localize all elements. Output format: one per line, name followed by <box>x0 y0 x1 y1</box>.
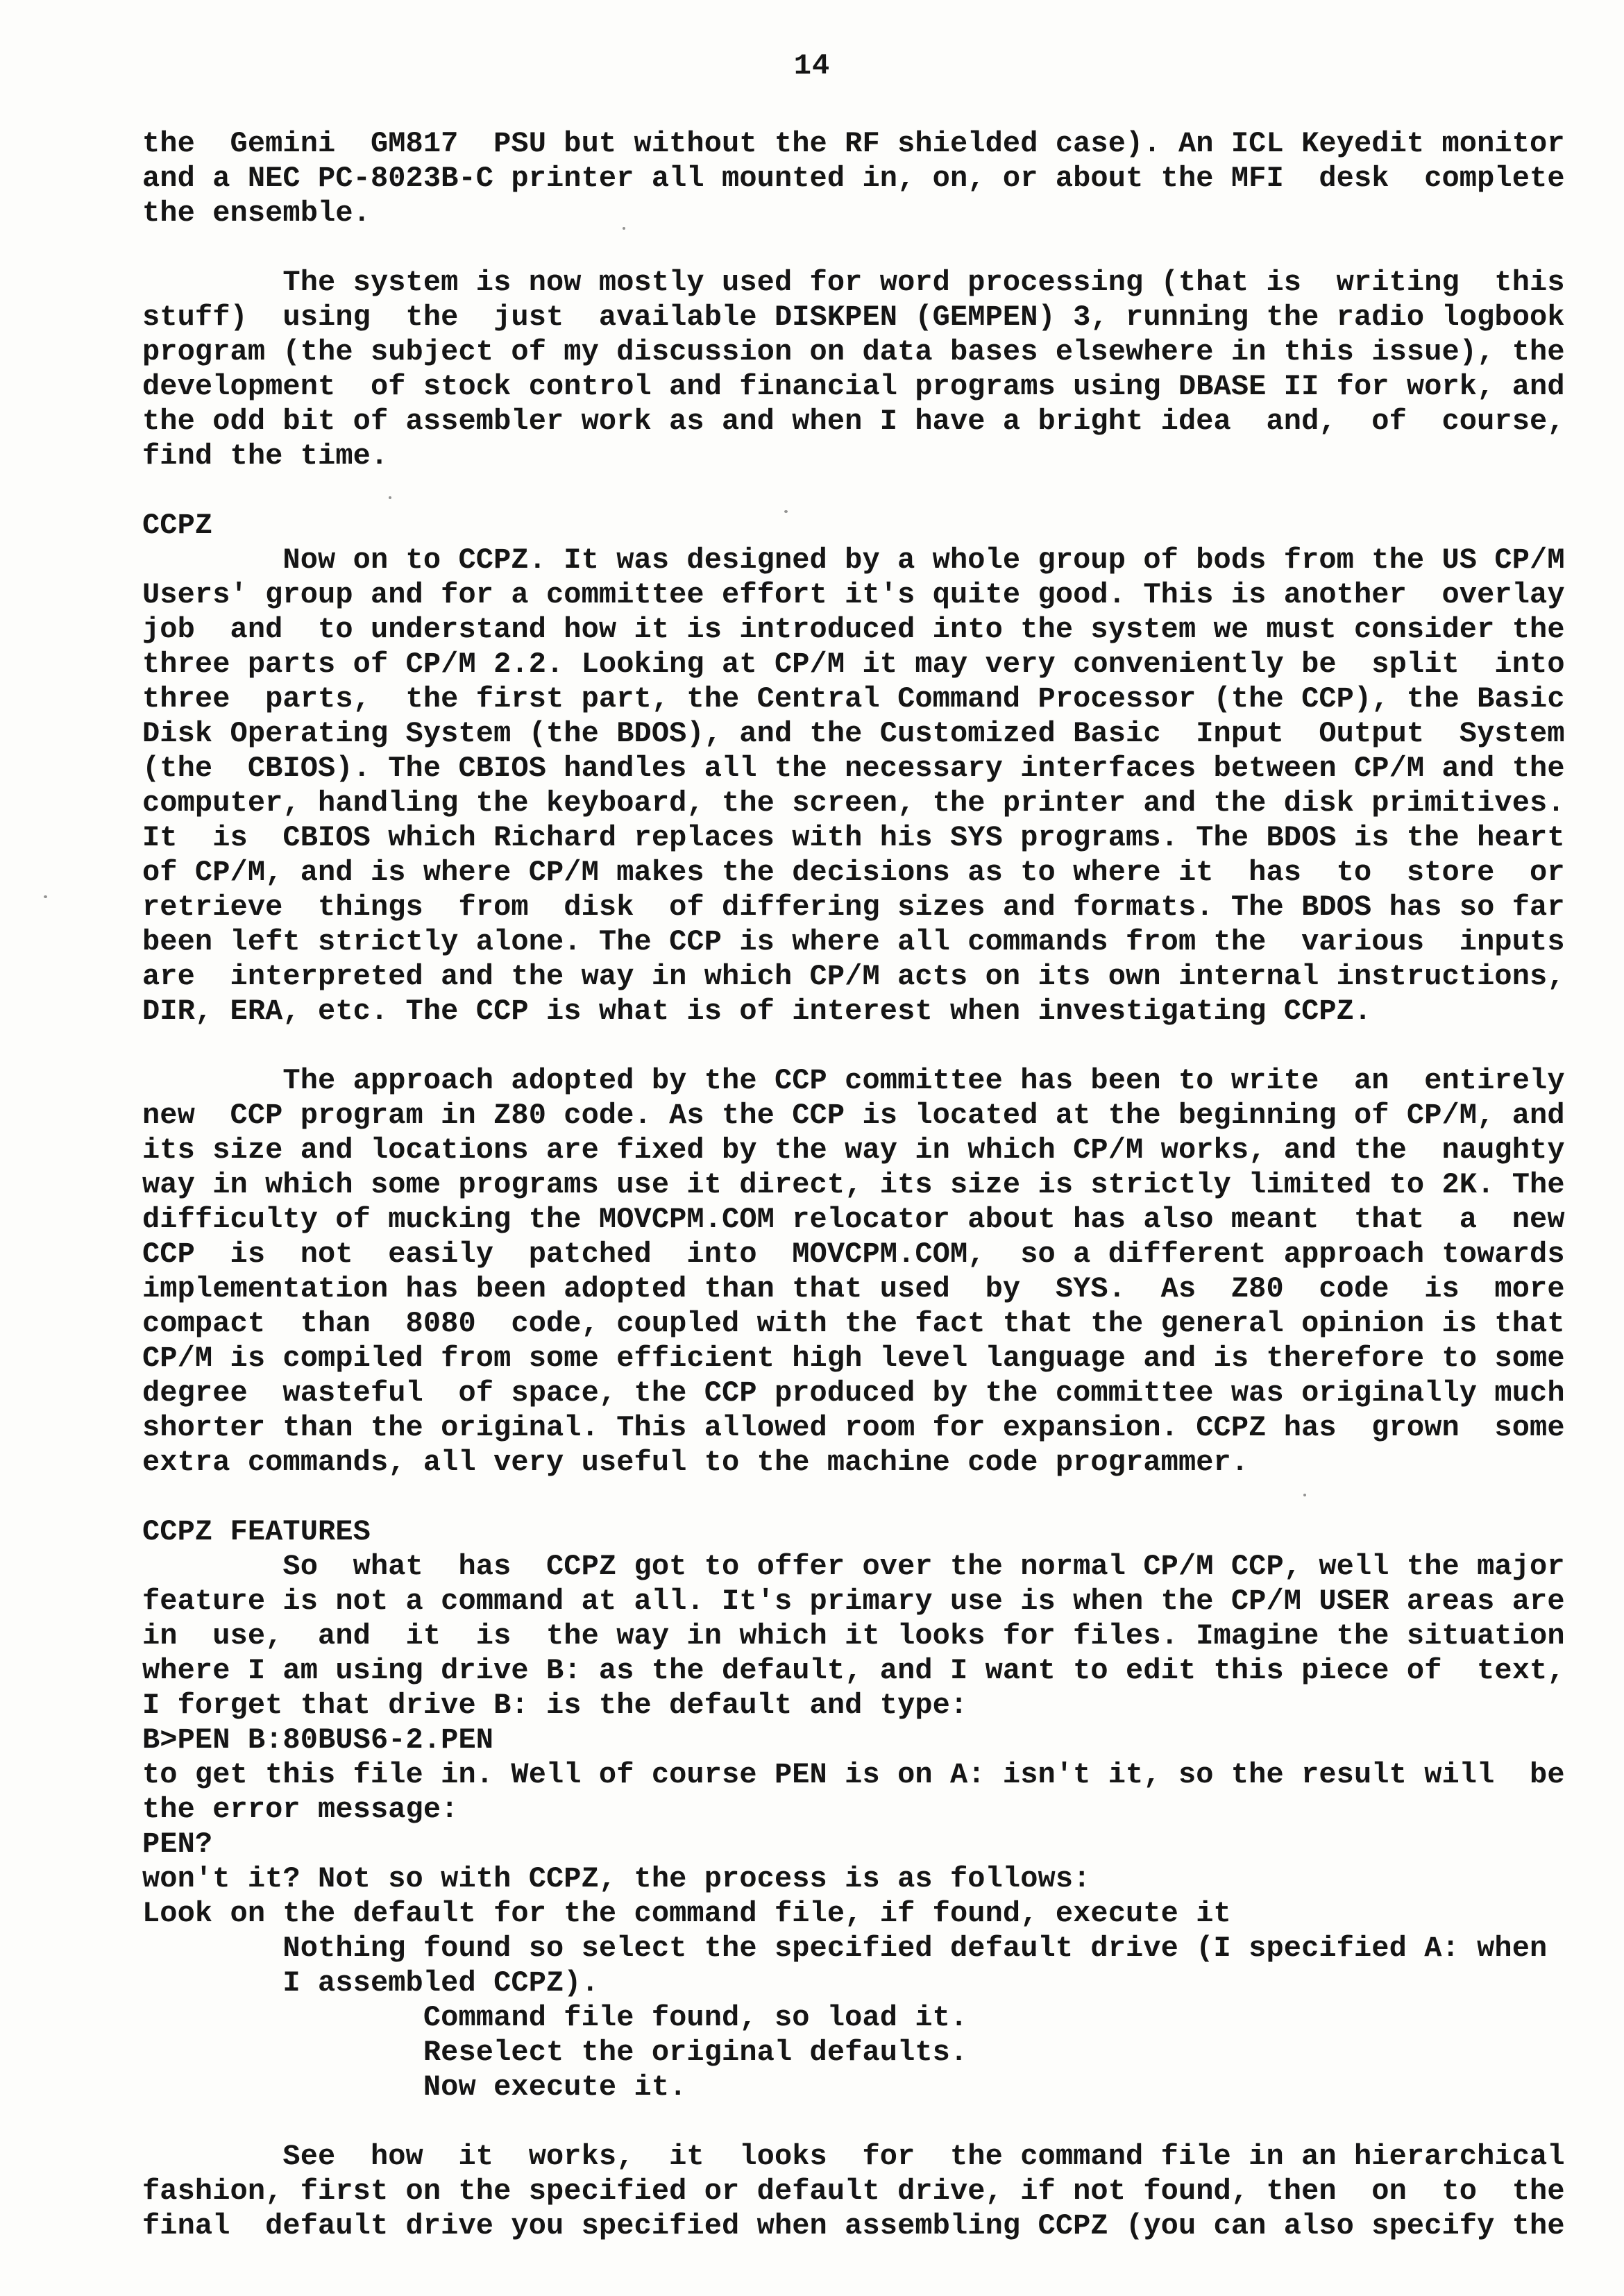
para-6-line: See how it works, it looks for the command file in an hierarchical <box>142 2140 1565 2173</box>
para-5-line: feature is not a command at all. It's primary use is when the CP/M USER areas are <box>142 1585 1565 1618</box>
para-6 <box>142 2139 1624 2243</box>
heading-ccpz <box>142 508 1624 543</box>
para-5-line: Reselect the original defaults. <box>142 2036 968 2069</box>
para-1-line: and a NEC PC-8023B-C printer all mounted in, on, or about the MFI desk complete <box>142 162 1565 195</box>
para-3-line: Users' group and for a committee effort it's quite good. This is another overlay <box>142 578 1565 611</box>
para-2-line: program (the subject of my discussion on data bases elsewhere in this issue), the <box>142 335 1565 369</box>
para-4-line: its size and locations are fixed by the way in which CP/M works, and the naughty <box>142 1133 1565 1167</box>
para-3 <box>142 543 1624 1029</box>
para-4-line: implementation has been adopted than that used by SYS. As Z80 code is more <box>142 1272 1565 1306</box>
para-3-line: (the CBIOS). The CBIOS handles all the necessary interfaces between CP/M and the <box>142 752 1565 785</box>
para-5-line: to get this file in. Well of course PEN is on A: isn't it, so the result will be <box>142 1758 1565 1791</box>
page-number: 14 <box>793 49 831 83</box>
para-3-line: job and to understand how it is introduced into the system we must consider the <box>142 613 1565 646</box>
para-6-line: fashion, first on the specified or default drive, if not found, then on to the <box>142 2175 1565 2208</box>
para-3-line: three parts, the first part, the Central Command Processor (the CCP), the Basic <box>142 682 1565 716</box>
para-3-line: Disk Operating System (the BDOS), and the Customized Basic Input Output System <box>142 717 1565 750</box>
heading-ccpz-line: CCPZ <box>142 509 213 542</box>
para-4 <box>142 1063 1624 1480</box>
para-5 <box>142 1549 1624 2104</box>
para-5-line: where I am using drive B: as the default, and I want to edit this piece of text, <box>142 1654 1565 1687</box>
heading-ccpz-features <box>142 1514 1624 1549</box>
para-5-line: Nothing found so select the specified default drive (I specified A: when <box>142 1932 1548 1965</box>
para-2-line: find the time. <box>142 439 389 473</box>
para-2-line: stuff) using the just available DISKPEN (GEMPEN) 3, running the radio logbook <box>142 301 1565 334</box>
para-4-line: way in which some programs use it direct, its size is strictly limited to 2K. The <box>142 1168 1565 1201</box>
para-6-line: final default drive you specified when assembling CCPZ (you can also specify the <box>142 2209 1565 2243</box>
para-4-line: new CCP program in Z80 code. As the CCP is located at the beginning of CP/M, and <box>142 1099 1565 1132</box>
para-4-line: difficulty of mucking the MOVCPM.COM relocator about has also meant that a new <box>142 1203 1565 1236</box>
para-5-line: Look on the default for the command file, if found, execute it <box>142 1897 1231 1930</box>
para-2 <box>142 265 1624 473</box>
para-2-line: The system is now mostly used for word processing (that is writing this <box>142 266 1565 299</box>
para-4-line: compact than 8080 code, coupled with the fact that the general opinion is that <box>142 1307 1565 1340</box>
para-5-line: So what has CCPZ got to offer over the normal CP/M CCP, well the major <box>142 1550 1565 1583</box>
para-5-line: I forget that drive B: is the default and type: <box>142 1689 968 1722</box>
para-1 <box>142 126 1624 230</box>
para-5-line: in use, and it is the way in which it looks for files. Imagine the situation <box>142 1619 1565 1653</box>
para-3-line: computer, handling the keyboard, the screen, the printer and the disk primitives. <box>142 786 1565 820</box>
para-3-line: are interpreted and the way in which CP/M acts on its own internal instructions, <box>142 960 1565 993</box>
para-2-line: development of stock control and financial programs using DBASE II for work, and <box>142 370 1565 403</box>
para-3-line: DIR, ERA, etc. The CCP is what is of interest when investigating CCPZ. <box>142 995 1372 1028</box>
para-4-line: shorter than the original. This allowed room for expansion. CCPZ has grown some <box>142 1411 1565 1444</box>
scan-speck <box>44 895 47 898</box>
para-5-line: PEN? <box>142 1827 213 1861</box>
scan-speck <box>784 510 788 513</box>
scan-speck <box>389 496 391 499</box>
para-3-line: It is CBIOS which Richard replaces with his SYS programs. The BDOS is the heart <box>142 821 1565 854</box>
para-4-line: degree wasteful of space, the CCP produced by the committee was originally much <box>142 1376 1565 1410</box>
para-5-line: B>PEN B:80BUS6-2.PEN <box>142 1723 494 1757</box>
para-2-line: the odd bit of assembler work as and when I have a bright idea and, of course, <box>142 405 1565 438</box>
para-4-line: CCP is not easily patched into MOVCPM.COM, so a different approach towards <box>142 1238 1565 1271</box>
document-body <box>0 126 1624 2243</box>
para-4-line: CP/M is compiled from some efficient high level language and is therefore to some <box>142 1342 1565 1375</box>
para-5-line: won't it? Not so with CCPZ, the process is as follows: <box>142 1862 1091 1896</box>
heading-ccpz-features-line: CCPZ FEATURES <box>142 1515 371 1548</box>
para-5-line: I assembled CCPZ). <box>142 1966 599 2000</box>
para-5-line: Command file found, so load it. <box>142 2001 968 2034</box>
scan-speck <box>623 227 625 230</box>
para-3-line: Now on to CCPZ. It was designed by a whole group of bods from the US CP/M <box>142 543 1565 577</box>
para-1-line: the Gemini GM817 PSU but without the RF shielded case). An ICL Keyedit monitor <box>142 127 1565 160</box>
scan-speck <box>1303 1494 1306 1496</box>
para-3-line: of CP/M, and is where CP/M makes the decisions as to where it has to store or <box>142 856 1565 889</box>
para-3-line: retrieve things from disk of differing sizes and formats. The BDOS has so far <box>142 890 1565 924</box>
para-5-line: the error message: <box>142 1793 459 1826</box>
para-5-line: Now execute it. <box>142 2070 687 2104</box>
para-3-line: three parts of CP/M 2.2. Looking at CP/M it may very conveniently be split into <box>142 648 1565 681</box>
para-4-line: The approach adopted by the CCP committee has been to write an entirely <box>142 1064 1565 1097</box>
para-3-line: been left strictly alone. The CCP is where all commands from the various inputs <box>142 925 1565 959</box>
para-1-line: the ensemble. <box>142 196 371 230</box>
para-4-line: extra commands, all very useful to the machine code programmer. <box>142 1446 1249 1479</box>
